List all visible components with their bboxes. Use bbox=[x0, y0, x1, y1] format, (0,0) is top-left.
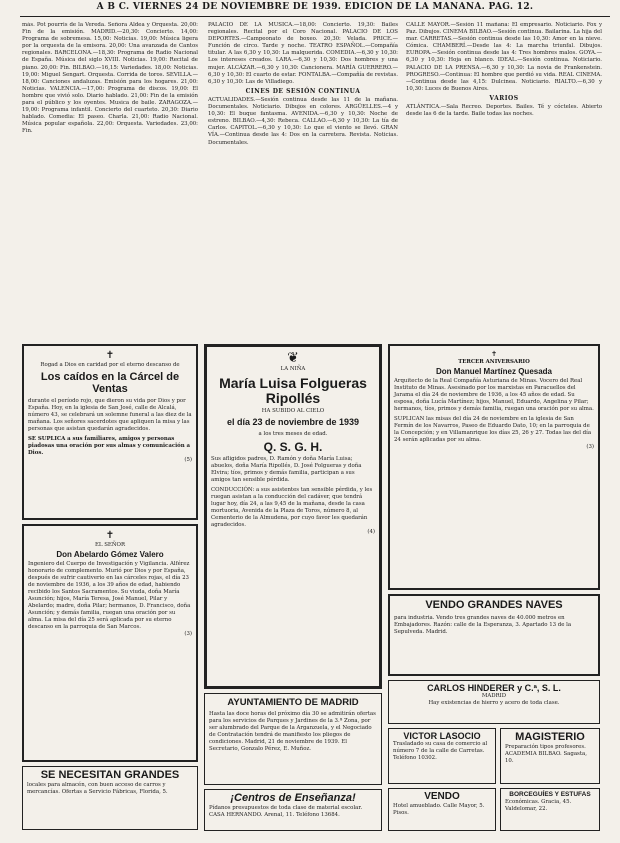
shows-text: PALACIO DE LA MÚSICA.—18,00: Concierto. 19,30: Bailes regionales. Recital por el Coro Nacional. PALACIO DE LOS DEPORTES.—Campeonato de boxeo. 20,30: Velada. PRICE.—Función de circo. Tarde y noche. TEATRO ESPAÑOL.—Compañía titular. A las 6,30 y 10,30: La malquerida. COMEDIA.—6,30 y 10,30: Los intereses creados. LARA.—6,30 y 10,30: Dos hombres y una mujer. ALCÁZAR.—6,30 y 10,30: Cancionera. MARÍA GUERRERO.—6,30 y 10,30: El cuarto de estar. FONTALBA.—Compañía de revistas. 6,30 y 10,30: Las de Villadiego. bbox=[208, 22, 398, 85]
ad-victor-lasocio bbox=[388, 728, 496, 784]
obituary-manuel-martinez bbox=[388, 344, 600, 590]
shows-column bbox=[208, 22, 398, 352]
obituary-title: María Luisa Folgueras Ripollés bbox=[219, 375, 367, 406]
obituary-intro: Rogad a Dios en caridad por el eterno descanso de bbox=[40, 362, 180, 368]
ad-magisterio-text: Preparación tipos profesores. ACADEMIA BILBAO. Sagasta, 10. bbox=[505, 743, 587, 764]
obituary-text-2: SUPLICAN las misas del día 24 de noviembre en la iglesia de San Fermín de los Navarros, Paseo de Eduardo Dato, 10; en la parroquia de la Concepción; y en Villamanrique los días 25, 26 y 27. Todas las del día 24 serán aplicadas por su alma. bbox=[394, 416, 592, 444]
obituary-label: LA NIÑA bbox=[280, 366, 306, 372]
ad-victor-title: VICTOR LASOCIO bbox=[403, 731, 481, 741]
obituary-number: (5) bbox=[184, 457, 192, 464]
ad-hinderer-title: CARLOS HINDERER y C.ª, S. L. bbox=[427, 683, 561, 693]
ad-vendo-text: Hotel amueblado. Calle Mayor, 5. Pisos. bbox=[393, 802, 485, 816]
obituary-subtitle: HA SUBIDO AL CIELO bbox=[261, 408, 325, 415]
varios-section-title: VARIOS bbox=[489, 94, 519, 102]
obituary-date: el día 23 de noviembre de 1939 bbox=[226, 417, 360, 428]
cinemas-column bbox=[406, 22, 602, 352]
radio-programs-text: más. Pot pourris de la Vereda. Señora Aldea y Orquesta. 20,00: Fin de la emisión. MADRID.—20,30: Concierto. 14,00: Programa de sobremesa. 15,00: Noticias. 19,00: Música ligera por la orquesta de la emisora. 20,00: Una avanzada de Cantos regionales. BARCELONA.—18,30: Programa de Radio Nacional de España. Música del siglo XVIII. Noticias. 19,00: Recital de piano. 20,00: Fin. BILBAO.—16,15: Variedades. 18,00: Noticias. 19,00: Miguel Sengart. Orquesta. Corrida de toros. SEVILLA.—18,00: Canciones andaluzas. Emisión para los hogares. 21,00: Noticias. VALENCIA.—17,00: Programa de discos. 19,00: El hombre que vivió solo. Diario hablado. 21,00: Fin de la emisión para el público y los oyentes. Musica de baile. ZARAGOZA.—19,00: Programa infantil. Concierto del cuarteto. 20,30: Diario hablado. Comedia: El paseo. Charla. 21,00: Radio Nacional. Música popular española. 22,00: Orquesta. Variedades. 23,00: Fin. bbox=[22, 22, 198, 135]
ad-magisterio bbox=[500, 728, 600, 784]
obituary-request: SE SUPLICA a sus familiares, amigos y personas piadosas una oración por sus almas y comunicación a Dios. bbox=[28, 436, 191, 457]
obituary-text-2: CONDUCCIÓN: a sus asistentes tan sensible pérdida, y les ruegan asistan a la conducción del cadáver, que tendrá lugar hoy, día 24, a las 9,45 de la mañana, desde la casa mortuoria, Avenida de la Plaza de Toros, número 8, al Cementerio de la Almudena, por cuyo favor les quedarán agradecidos. bbox=[211, 487, 373, 529]
ad-borceguies bbox=[500, 788, 600, 831]
ad-centros-text: Pídanos presupuestos de toda clase de material escolar. CASA HERNANDO. Arenal, 11. Teléfono 13684. bbox=[209, 804, 363, 818]
ayuntamiento-notice bbox=[204, 693, 382, 785]
obituary-number: (4) bbox=[367, 529, 375, 536]
obituary-title: Don Manuel Martínez Quesada bbox=[435, 367, 553, 376]
cinemas-text-continued: CALLE MAYOR.—Sesión 11 mañana: El empresario. Noticiario. Fox y Paz. Dibujos. CINEMA BILBAO.—Sesión continua. Bailarina. La hija del mar. CARRETAS.—Sesión continua desde las 10,30: Amor en la nieve. Cómica. CHAMBERÍ.—Desde las 4: La marcha triunfal. Dibujos. EUROPA.—Sesión continua desde las 4: Tres hombres malos. GOYA.—6,30 y 10,30: Hoja en blanco. IDEAL.—Sesión continua. Noticiario. PALACIO DE LA PRENSA.—6,30 y 10,30: La novia de Frankenstein. PROGRESO.—Continua: El hombre que perdió su vida. REAL CINEMA.—Continua desde las 4,15: Dulcinea. Noticiario. RIALTO.—6,30 y 10,30: Luces de Buenos Aires. bbox=[406, 22, 602, 92]
obituary-maria-luisa bbox=[204, 344, 382, 689]
cinemas-text: ACTUALIDADES.—Sesión continua desde las 11 de la mañana. Documentales. Noticiario. Dibujos en colores. ARGÜELLES.—4 y 10,30: El buque fantasma. AVENIDA.—6,30 y 10,30: Noche de estreno. BILBAO.—4,30: Rebeca. CALLAO.—6,30 y 10,30: La tía de Carlos. CAPITOL.—6,30 y 10,30: Lo que el viento se llevó. GRAN VÍA.—Continua desde las 4: Dos en la carretera. Revista. Noticias. Documentales. bbox=[208, 96, 398, 146]
ad-borceguies-text: Económicas. Gracia, 45. Valdelomar, 22. bbox=[505, 798, 572, 812]
radio-column bbox=[22, 22, 198, 352]
ad-borceguies-title: BORCEGUÍES Y ESTUFAS bbox=[509, 791, 591, 798]
page-header: A B C. VIERNES 24 DE NOVIEMBRE DE 1939. EDICION DE LA MAÑANA. PAG. 12. bbox=[20, 2, 610, 17]
ad-hinderer bbox=[388, 680, 600, 724]
obituary-text: Ingeniero del Cuerpo de Investigación y Vigilancia. Alférez honorario de complemento. Murió por Dios y por España, después de sufrir cautiverio en las cárceles rojas, el día 23 de noviembre de 1936, a los 39 años de edad, habiendo recibido los Santos Sacramentos. Su viuda, doña María Asunción; hijos, María Teresa, José Manuel, Pilar y Abelardo; madre, doña Pilar; hermanos, D. Francisco, doña Asunción; y demás familia, ruegan una oración por su alma. La misa del día 25 será aplicada por su eterno descanso en la parroquia de San Marcos. bbox=[28, 561, 191, 631]
ayuntamiento-title: AYUNTAMIENTO DE MADRID bbox=[227, 697, 359, 708]
ad-centros-ensenanza bbox=[204, 789, 382, 831]
ayuntamiento-text: Hasta las doce horas del próximo día 30 se admitirán ofertas para los servicios de Parques y Jardines de la 3.ª Zona, por ser alumbrado del Parque de la Arganzuela, y el Negociado de Contratación tendrá de manifiesto los pliegos de condiciones. Madrid, 21 de noviembre de 1939. El Secretario, Gonzalo Pérez, E. Muñoz. bbox=[209, 710, 376, 752]
ad-vendo-title: VENDO bbox=[424, 791, 460, 802]
obituary-age: a los tres meses de edad. bbox=[258, 430, 328, 437]
ad-centros-title: ¡Centros de Enseñanza! bbox=[230, 792, 356, 804]
ad-vendo bbox=[388, 788, 496, 831]
obituary-rip: Q. S. G. H. bbox=[263, 439, 323, 454]
obituary-label: EL SEÑOR bbox=[94, 542, 126, 548]
obituary-text: Arquitecto de la Real Compañía Asturiana de Minas. Vocero del Real Instituto de Minas. Asesinado por los marxistas en Paracuellos del Jarama el día 24 de noviembre de 1936, a los 45 años de edad. Su esposa, doña Lucía Martínez; hijos, Manuel, Eduardo, Angelina y Pilar; hermanos, tíos, primos y demás familia, ruegan una oración por su alma. bbox=[394, 378, 594, 413]
obituary-title: Don Abelardo Gómez Valero bbox=[56, 550, 164, 559]
cross-icon: ✝ bbox=[105, 350, 115, 361]
obituary-title: Los caídos en la Cárcel de Ventas bbox=[40, 371, 180, 395]
cinemas-section-title: CINES DE SESIÓN CONTINUA bbox=[245, 87, 361, 95]
ad-hinderer-city: MADRID bbox=[481, 693, 507, 700]
obituary-text: Sus afligidos padres, D. Ramón y doña María Luisa; abuelos, doña María Ripollés, D. José Folgueras y doña Elvira; tíos, primos y demás familia, participan a sus amigos tan sensible pérdida. bbox=[211, 456, 362, 484]
obituary-number: (3) bbox=[586, 444, 594, 451]
ad-naves-text: para industria. Vendo tres grandes naves de 40.000 metros en Embajadores. Razón: calle de la Esperanza, 3. Apartado 13 de la Sepulveda. Madrid. bbox=[394, 614, 572, 635]
obituary-label: TERCER ANIVERSARIO bbox=[458, 359, 530, 365]
cross-icon: ✝ bbox=[105, 530, 115, 541]
ad-victor-text: Trasladado su casa de comercio al número 7 de la calle de Carretas. Teléfono 10302. bbox=[393, 741, 488, 762]
ad-necesitan-title: SE NECESITAN GRANDES bbox=[40, 769, 180, 781]
ad-se-necesitan bbox=[22, 766, 198, 830]
ad-necesitan-text: locales para almacén, con buen acceso de carros y mercancías. Ofertas a Servicio Fábricas, Florida, 5. bbox=[27, 781, 168, 795]
ad-naves-title: VENDO GRANDES NAVES bbox=[425, 599, 563, 611]
varios-text: ATLÁNTICA.—Sala Recreo. Deportes. Bailes. Té y cócteles. Abierto desde las 6 de la tarde. Baile todas las noches. bbox=[406, 104, 602, 118]
obituary-abelardo-gomez bbox=[22, 524, 198, 762]
emblem-icon: ❦ bbox=[287, 350, 299, 366]
obituary-carcel-ventas bbox=[22, 344, 198, 520]
obituary-text: durante el período rojo, que dieron su vida por Dios y por España. Hoy, en la iglesia de San José, calle de Alcalá, número 43, se celebrará un solemne funeral a las diez de la mañana. Los señores sacerdotes que apliquen la misa y las personas que asistan quedarán agradecidos. bbox=[28, 398, 192, 433]
ad-hinderer-text: Hay existencias de hierro y acero de toda clase. bbox=[428, 700, 560, 707]
ad-magisterio-title: MAGISTERIO bbox=[515, 731, 585, 743]
obituary-number: (3) bbox=[184, 631, 192, 638]
cross-icon: ✝ bbox=[491, 350, 497, 358]
ad-naves bbox=[388, 594, 600, 676]
